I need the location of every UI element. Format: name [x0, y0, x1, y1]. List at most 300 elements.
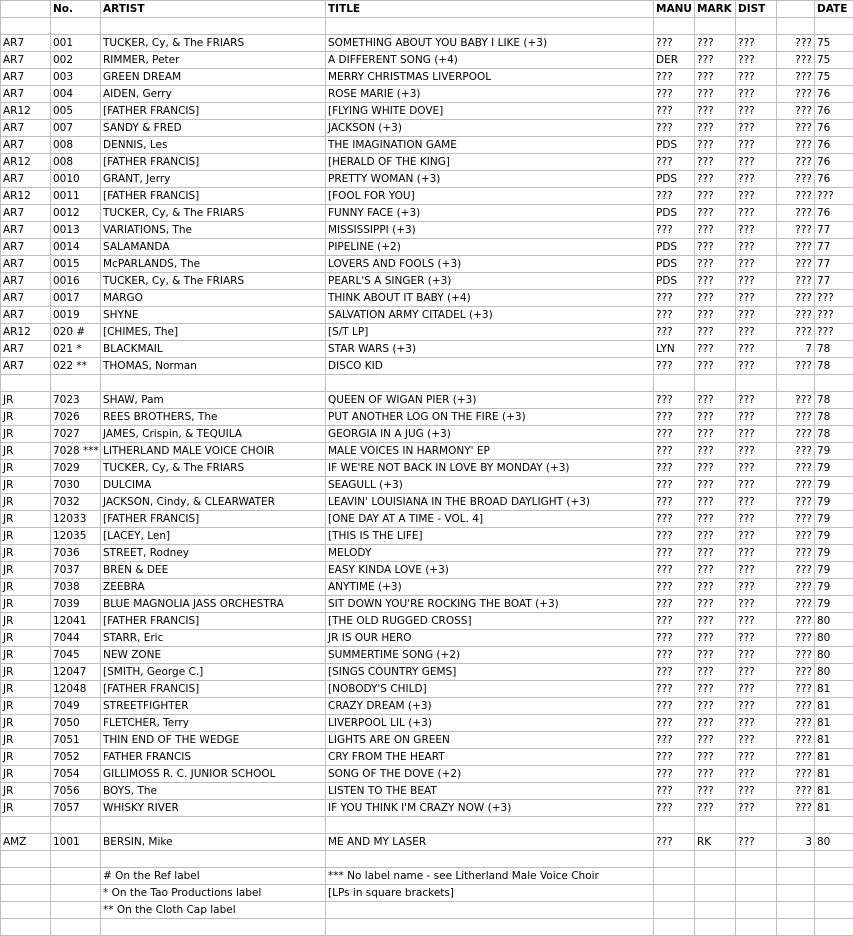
- title-cell: [326, 817, 654, 834]
- dist-cell: [736, 375, 777, 392]
- artist-cell: ZEEBRA: [101, 579, 326, 596]
- title-cell: ANYTIME (+3): [326, 579, 654, 596]
- artist-cell: SALAMANDA: [101, 239, 326, 256]
- number-cell: 0017: [51, 290, 101, 307]
- dist-cell: ???: [736, 154, 777, 171]
- date-cell: ???: [815, 188, 853, 205]
- mark-cell: RK: [695, 834, 736, 851]
- number-cell: 007: [51, 120, 101, 137]
- date-cell: 81: [815, 732, 853, 749]
- manu-cell: ???: [654, 681, 695, 698]
- manu-cell: ???: [654, 426, 695, 443]
- table-row: [1, 868, 853, 885]
- prefix-cell: JR: [1, 715, 51, 732]
- date-cell: 77: [815, 222, 853, 239]
- prefix-cell: JR: [1, 647, 51, 664]
- mark-cell: ???: [695, 460, 736, 477]
- title-cell: *** No label name - see Litherland Male Voice Choir: [326, 868, 654, 885]
- dist-cell: ???: [736, 545, 777, 562]
- prefix-cell: AR12: [1, 154, 51, 171]
- number-cell: 12035: [51, 528, 101, 545]
- header-manu-cell: MANU: [654, 1, 695, 18]
- price-cell: ???: [777, 103, 815, 120]
- dist-cell: ???: [736, 715, 777, 732]
- number-cell: [51, 375, 101, 392]
- mark-cell: ???: [695, 613, 736, 630]
- number-cell: 1001: [51, 834, 101, 851]
- dist-cell: ???: [736, 222, 777, 239]
- number-cell: 008: [51, 154, 101, 171]
- mark-cell: ???: [695, 579, 736, 596]
- price-cell: [777, 919, 815, 936]
- title-cell: MELODY: [326, 545, 654, 562]
- table-row: [1, 698, 853, 715]
- title-cell: CRAZY DREAM (+3): [326, 698, 654, 715]
- number-cell: 7037: [51, 562, 101, 579]
- manu-cell: ???: [654, 69, 695, 86]
- number-cell: 0015: [51, 256, 101, 273]
- table-row: [1, 579, 853, 596]
- number-cell: [51, 902, 101, 919]
- mark-cell: ???: [695, 358, 736, 375]
- table-row: [1, 664, 853, 681]
- price-cell: ???: [777, 392, 815, 409]
- number-cell: 7039: [51, 596, 101, 613]
- prefix-cell: [1, 919, 51, 936]
- number-cell: 7030: [51, 477, 101, 494]
- prefix-cell: JR: [1, 698, 51, 715]
- number-cell: 0012: [51, 205, 101, 222]
- artist-cell: [FATHER FRANCIS]: [101, 154, 326, 171]
- date-cell: 79: [815, 460, 853, 477]
- date-cell: 79: [815, 443, 853, 460]
- title-cell: SONG OF THE DOVE (+2): [326, 766, 654, 783]
- table-row: [1, 290, 853, 307]
- table-row: [1, 273, 853, 290]
- prefix-cell: AR7: [1, 137, 51, 154]
- prefix-cell: JR: [1, 392, 51, 409]
- prefix-cell: JR: [1, 562, 51, 579]
- mark-cell: ???: [695, 273, 736, 290]
- title-cell: LEAVIN' LOUISIANA IN THE BROAD DAYLIGHT (+3): [326, 494, 654, 511]
- table-row: [1, 307, 853, 324]
- dist-cell: ???: [736, 256, 777, 273]
- header-prefix-cell: [1, 1, 51, 18]
- price-cell: [777, 885, 815, 902]
- table-row: [1, 239, 853, 256]
- mark-cell: ???: [695, 171, 736, 188]
- title-cell: [SINGS COUNTRY GEMS]: [326, 664, 654, 681]
- title-cell: [FOOL FOR YOU]: [326, 188, 654, 205]
- title-cell: [LPs in square brackets]: [326, 885, 654, 902]
- mark-cell: ???: [695, 562, 736, 579]
- artist-cell: FLETCHER, Terry: [101, 715, 326, 732]
- header-mark-cell: MARK: [695, 1, 736, 18]
- prefix-cell: JR: [1, 630, 51, 647]
- dist-cell: ???: [736, 273, 777, 290]
- title-cell: LOVERS AND FOOLS (+3): [326, 256, 654, 273]
- table-row: [1, 392, 853, 409]
- artist-cell: JACKSON, Cindy, & CLEARWATER: [101, 494, 326, 511]
- dist-cell: ???: [736, 341, 777, 358]
- artist-cell: [101, 18, 326, 35]
- manu-cell: ???: [654, 715, 695, 732]
- artist-cell: [FATHER FRANCIS]: [101, 103, 326, 120]
- prefix-cell: JR: [1, 664, 51, 681]
- number-cell: 020 #: [51, 324, 101, 341]
- prefix-cell: AR12: [1, 188, 51, 205]
- title-cell: MISSISSIPPI (+3): [326, 222, 654, 239]
- dist-cell: ???: [736, 69, 777, 86]
- prefix-cell: AR7: [1, 69, 51, 86]
- artist-cell: REES BROTHERS, The: [101, 409, 326, 426]
- table-row: [1, 749, 853, 766]
- artist-cell: * On the Tao Productions label: [101, 885, 326, 902]
- mark-cell: ???: [695, 494, 736, 511]
- date-cell: 75: [815, 35, 853, 52]
- prefix-cell: AR7: [1, 171, 51, 188]
- dist-cell: ???: [736, 800, 777, 817]
- date-cell: 81: [815, 681, 853, 698]
- title-cell: [THIS IS THE LIFE]: [326, 528, 654, 545]
- dist-cell: [736, 817, 777, 834]
- price-cell: ???: [777, 477, 815, 494]
- mark-cell: ???: [695, 86, 736, 103]
- date-cell: ???: [815, 324, 853, 341]
- price-cell: ???: [777, 307, 815, 324]
- price-cell: ???: [777, 766, 815, 783]
- number-cell: 0013: [51, 222, 101, 239]
- mark-cell: ???: [695, 664, 736, 681]
- manu-cell: ???: [654, 358, 695, 375]
- artist-cell: BREN & DEE: [101, 562, 326, 579]
- header-number-cell: No.: [51, 1, 101, 18]
- date-cell: 76: [815, 120, 853, 137]
- prefix-cell: AR7: [1, 239, 51, 256]
- table-row: [1, 137, 853, 154]
- table-row: [1, 324, 853, 341]
- manu-cell: ???: [654, 494, 695, 511]
- header-dist-cell: DIST: [736, 1, 777, 18]
- date-cell: 80: [815, 664, 853, 681]
- artist-cell: AIDEN, Gerry: [101, 86, 326, 103]
- artist-cell: THIN END OF THE WEDGE: [101, 732, 326, 749]
- artist-cell: TUCKER, Cy, & The FRIARS: [101, 460, 326, 477]
- mark-cell: ???: [695, 103, 736, 120]
- number-cell: 7054: [51, 766, 101, 783]
- manu-cell: ???: [654, 630, 695, 647]
- date-cell: 79: [815, 477, 853, 494]
- table-row: [1, 188, 853, 205]
- manu-cell: [654, 851, 695, 868]
- manu-cell: [654, 375, 695, 392]
- prefix-cell: JR: [1, 409, 51, 426]
- artist-cell: [FATHER FRANCIS]: [101, 681, 326, 698]
- manu-cell: PDS: [654, 273, 695, 290]
- manu-cell: ???: [654, 409, 695, 426]
- mark-cell: [695, 851, 736, 868]
- number-cell: 7032: [51, 494, 101, 511]
- number-cell: [51, 868, 101, 885]
- mark-cell: [695, 885, 736, 902]
- price-cell: ???: [777, 579, 815, 596]
- prefix-cell: JR: [1, 749, 51, 766]
- mark-cell: ???: [695, 545, 736, 562]
- dist-cell: ???: [736, 392, 777, 409]
- prefix-cell: JR: [1, 596, 51, 613]
- date-cell: 76: [815, 154, 853, 171]
- prefix-cell: JR: [1, 511, 51, 528]
- title-cell: EASY KINDA LOVE (+3): [326, 562, 654, 579]
- prefix-cell: JR: [1, 783, 51, 800]
- table-row: [1, 69, 853, 86]
- date-cell: 79: [815, 545, 853, 562]
- number-cell: [51, 919, 101, 936]
- number-cell: 7026: [51, 409, 101, 426]
- artist-cell: RIMMER, Peter: [101, 52, 326, 69]
- price-cell: ???: [777, 154, 815, 171]
- mark-cell: ???: [695, 120, 736, 137]
- manu-cell: ???: [654, 154, 695, 171]
- table-row: [1, 86, 853, 103]
- mark-cell: ???: [695, 698, 736, 715]
- date-cell: 75: [815, 52, 853, 69]
- price-cell: ???: [777, 596, 815, 613]
- mark-cell: ???: [695, 341, 736, 358]
- dist-cell: ???: [736, 681, 777, 698]
- date-cell: [815, 885, 853, 902]
- number-cell: 003: [51, 69, 101, 86]
- title-cell: [NOBODY'S CHILD]: [326, 681, 654, 698]
- number-cell: 7044: [51, 630, 101, 647]
- price-cell: ???: [777, 171, 815, 188]
- number-cell: 002: [51, 52, 101, 69]
- price-cell: ???: [777, 511, 815, 528]
- mark-cell: ???: [695, 35, 736, 52]
- dist-cell: ???: [736, 52, 777, 69]
- prefix-cell: AR7: [1, 256, 51, 273]
- number-cell: 7056: [51, 783, 101, 800]
- title-cell: FUNNY FACE (+3): [326, 205, 654, 222]
- date-cell: 78: [815, 358, 853, 375]
- number-cell: 7023: [51, 392, 101, 409]
- price-cell: ???: [777, 494, 815, 511]
- dist-cell: ???: [736, 511, 777, 528]
- table-row: [1, 545, 853, 562]
- artist-cell: [CHIMES, The]: [101, 324, 326, 341]
- title-cell: QUEEN OF WIGAN PIER (+3): [326, 392, 654, 409]
- title-cell: IF YOU THINK I'M CRAZY NOW (+3): [326, 800, 654, 817]
- dist-cell: ???: [736, 426, 777, 443]
- manu-cell: ???: [654, 443, 695, 460]
- mark-cell: ???: [695, 443, 736, 460]
- dist-cell: ???: [736, 630, 777, 647]
- price-cell: ???: [777, 647, 815, 664]
- date-cell: [815, 817, 853, 834]
- artist-cell: SANDY & FRED: [101, 120, 326, 137]
- number-cell: 7027: [51, 426, 101, 443]
- number-cell: 7057: [51, 800, 101, 817]
- title-cell: LISTEN TO THE BEAT: [326, 783, 654, 800]
- price-cell: ???: [777, 222, 815, 239]
- table-row: [1, 35, 853, 52]
- title-cell: SUMMERTIME SONG (+2): [326, 647, 654, 664]
- manu-cell: [654, 885, 695, 902]
- artist-cell: STREET, Rodney: [101, 545, 326, 562]
- number-cell: 7028 ***: [51, 443, 101, 460]
- number-cell: 7050: [51, 715, 101, 732]
- number-cell: 0011: [51, 188, 101, 205]
- dist-cell: ???: [736, 460, 777, 477]
- dist-cell: ???: [736, 86, 777, 103]
- prefix-cell: AR7: [1, 341, 51, 358]
- artist-cell: GILLIMOSS R. C. JUNIOR SCHOOL: [101, 766, 326, 783]
- dist-cell: [736, 902, 777, 919]
- mark-cell: ???: [695, 715, 736, 732]
- title-cell: LIGHTS ARE ON GREEN: [326, 732, 654, 749]
- price-cell: ???: [777, 630, 815, 647]
- title-cell: JACKSON (+3): [326, 120, 654, 137]
- prefix-cell: [1, 851, 51, 868]
- empty-row: [1, 18, 853, 35]
- title-cell: PUT ANOTHER LOG ON THE FIRE (+3): [326, 409, 654, 426]
- prefix-cell: JR: [1, 579, 51, 596]
- number-cell: 7051: [51, 732, 101, 749]
- price-cell: ???: [777, 613, 815, 630]
- dist-cell: [736, 919, 777, 936]
- date-cell: [815, 902, 853, 919]
- artist-cell: ** On the Cloth Cap label: [101, 902, 326, 919]
- table-row: [1, 256, 853, 273]
- dist-cell: [736, 851, 777, 868]
- number-cell: 12033: [51, 511, 101, 528]
- artist-cell: DULCIMA: [101, 477, 326, 494]
- prefix-cell: JR: [1, 460, 51, 477]
- artist-cell: TUCKER, Cy, & The FRIARS: [101, 35, 326, 52]
- artist-cell: BLACKMAIL: [101, 341, 326, 358]
- dist-cell: ???: [736, 613, 777, 630]
- price-cell: 7: [777, 341, 815, 358]
- artist-cell: THOMAS, Norman: [101, 358, 326, 375]
- table-row: [1, 732, 853, 749]
- mark-cell: ???: [695, 511, 736, 528]
- mark-cell: ???: [695, 256, 736, 273]
- artist-cell: VARIATIONS, The: [101, 222, 326, 239]
- artist-cell: LITHERLAND MALE VOICE CHOIR: [101, 443, 326, 460]
- price-cell: ???: [777, 69, 815, 86]
- table-row: [1, 647, 853, 664]
- table-row: [1, 205, 853, 222]
- manu-cell: ???: [654, 647, 695, 664]
- manu-cell: ???: [654, 562, 695, 579]
- mark-cell: ???: [695, 290, 736, 307]
- artist-cell: [FATHER FRANCIS]: [101, 188, 326, 205]
- price-cell: ???: [777, 664, 815, 681]
- dist-cell: ???: [736, 324, 777, 341]
- mark-cell: ???: [695, 154, 736, 171]
- price-cell: ???: [777, 239, 815, 256]
- number-cell: 0010: [51, 171, 101, 188]
- prefix-cell: [1, 375, 51, 392]
- price-cell: ???: [777, 188, 815, 205]
- mark-cell: [695, 919, 736, 936]
- mark-cell: ???: [695, 749, 736, 766]
- table-row: [1, 783, 853, 800]
- date-cell: 79: [815, 562, 853, 579]
- date-cell: [815, 851, 853, 868]
- prefix-cell: AR7: [1, 120, 51, 137]
- table-row: [1, 358, 853, 375]
- manu-cell: ???: [654, 596, 695, 613]
- header-row: [1, 1, 853, 18]
- dist-cell: ???: [736, 137, 777, 154]
- table-row: [1, 171, 853, 188]
- price-cell: [777, 868, 815, 885]
- manu-cell: [654, 18, 695, 35]
- artist-cell: NEW ZONE: [101, 647, 326, 664]
- artist-cell: [101, 817, 326, 834]
- mark-cell: ???: [695, 52, 736, 69]
- number-cell: 12041: [51, 613, 101, 630]
- table-row: [1, 902, 853, 919]
- artist-cell: BLUE MAGNOLIA JASS ORCHESTRA: [101, 596, 326, 613]
- artist-cell: TUCKER, Cy, & The FRIARS: [101, 273, 326, 290]
- manu-cell: ???: [654, 698, 695, 715]
- mark-cell: ???: [695, 205, 736, 222]
- artist-cell: [SMITH, George C.]: [101, 664, 326, 681]
- table-row: [1, 715, 853, 732]
- price-cell: ???: [777, 256, 815, 273]
- date-cell: [815, 18, 853, 35]
- dist-cell: ???: [736, 528, 777, 545]
- artist-cell: GRANT, Jerry: [101, 171, 326, 188]
- date-cell: 81: [815, 715, 853, 732]
- manu-cell: PDS: [654, 256, 695, 273]
- number-cell: 7029: [51, 460, 101, 477]
- dist-cell: ???: [736, 494, 777, 511]
- price-cell: [777, 375, 815, 392]
- title-cell: ROSE MARIE (+3): [326, 86, 654, 103]
- mark-cell: [695, 375, 736, 392]
- manu-cell: PDS: [654, 171, 695, 188]
- date-cell: 79: [815, 528, 853, 545]
- title-cell: STAR WARS (+3): [326, 341, 654, 358]
- prefix-cell: JR: [1, 443, 51, 460]
- date-cell: 80: [815, 630, 853, 647]
- prefix-cell: JR: [1, 494, 51, 511]
- manu-cell: PDS: [654, 239, 695, 256]
- price-cell: ???: [777, 783, 815, 800]
- date-cell: 75: [815, 69, 853, 86]
- price-cell: ???: [777, 715, 815, 732]
- table-row: [1, 426, 853, 443]
- mark-cell: ???: [695, 528, 736, 545]
- title-cell: MERRY CHRISTMAS LIVERPOOL: [326, 69, 654, 86]
- manu-cell: ???: [654, 579, 695, 596]
- price-cell: ???: [777, 460, 815, 477]
- number-cell: 12048: [51, 681, 101, 698]
- date-cell: [815, 919, 853, 936]
- artist-cell: GREEN DREAM: [101, 69, 326, 86]
- title-cell: IF WE'RE NOT BACK IN LOVE BY MONDAY (+3): [326, 460, 654, 477]
- date-cell: 79: [815, 511, 853, 528]
- dist-cell: ???: [736, 783, 777, 800]
- prefix-cell: JR: [1, 426, 51, 443]
- date-cell: 79: [815, 494, 853, 511]
- manu-cell: ???: [654, 613, 695, 630]
- title-cell: PIPELINE (+2): [326, 239, 654, 256]
- price-cell: ???: [777, 681, 815, 698]
